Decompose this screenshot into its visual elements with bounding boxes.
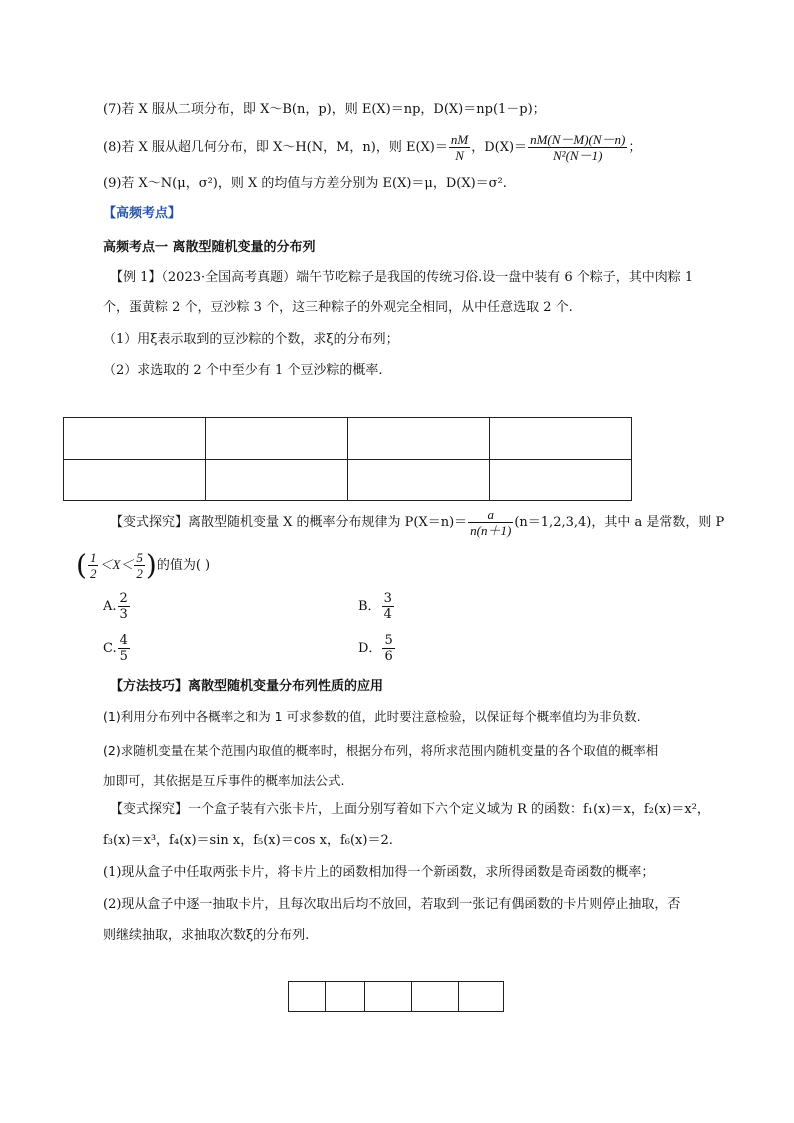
table-cell (365, 982, 412, 1012)
option-fraction (382, 633, 394, 664)
formula-8-fraction-1 (449, 132, 470, 163)
variant-1-line-2 (76, 546, 210, 585)
table-cell (289, 982, 326, 1012)
formula-8-prefix: (8)若 X 服从超几何分布，即 X～H(N，M，n)，则 E(X)＝ (103, 140, 448, 155)
table-cell (206, 459, 348, 501)
method-tip-1: (1)利用分布列中各概率之和为 1 可求参数的值，此时要注意检验，以保证每个概率值均为非负数. (103, 709, 641, 724)
variant-1-text-pre: 【变式探究】离散型随机变量 X 的概率分布规律为 P(X＝n)＝ (110, 515, 468, 530)
formula-8-mid: ，D(X)＝ (471, 140, 528, 155)
fraction-numerator: 3 (383, 591, 392, 606)
fraction-five-halves (134, 550, 145, 581)
option-c (103, 632, 131, 666)
variant-2-line-2: f₃(x)＝x³，f₄(x)＝sin x，f₅(x)＝cos x，f₆(x)＝2. (103, 833, 393, 848)
fraction-half (88, 550, 99, 581)
variant-1-line-1 (110, 506, 724, 540)
formula-8-suffix: ； (628, 140, 642, 155)
example-1-question-2: （2）求选取的 2 个中至少有 1 个豆沙粽的概率. (103, 363, 383, 378)
fraction-denominator: 5 (119, 649, 128, 664)
table-cell (348, 418, 490, 460)
fraction-denominator: n(n＋1) (470, 523, 512, 538)
variant-1-fraction (468, 507, 513, 538)
distribution-table-1 (63, 417, 632, 501)
table-row (289, 982, 504, 1012)
section-heading-high-frequency: 【高频考点】 (103, 206, 182, 221)
fraction-denominator: N²(N－1) (553, 148, 603, 163)
table-cell (348, 459, 490, 501)
variant-2-question-2-line-1: (2)现从盒子中逐一抽取卡片，且每次取出后均不放回，若取到一张记有偶函数的卡片则停止抽取，否 (103, 897, 681, 912)
table-cell (326, 982, 365, 1012)
method-tip-2-line-1: (2)求随机变量在某个范围内取值的概率时，根据分布列，将所求范围内随机变量的各个取值的概率相 (103, 743, 659, 758)
fraction-numerator: 1 (89, 550, 97, 565)
option-label: B． (358, 599, 381, 614)
example-1-question-1: （1）用ξ表示取到的豆沙粽的个数，求ξ的分布列； (103, 332, 399, 347)
option-fraction (118, 591, 130, 622)
fraction-numerator: 2 (119, 591, 128, 606)
fraction-denominator: 3 (119, 607, 128, 622)
formula-7: (7)若 X 服从二项分布，即 X～B(n，p)，则 E(X)＝np，D(X)＝np(1－p)； (103, 102, 546, 117)
variant-1-line-2-post: 的值为( ) (156, 558, 211, 573)
option-label: A. (103, 599, 117, 614)
example-1-line-2: 个，蛋黄粽 2 个，豆沙粽 3 个，这三种粽子的外观完全相同，从中任意选取 2 个. (103, 300, 573, 315)
formula-8-fraction-2 (528, 132, 627, 163)
formula-9: (9)若 X～N(μ，σ²)，则 X 的均值与方差分别为 E(X)＝μ，D(X)＝σ². (103, 176, 507, 191)
table-cell (64, 459, 206, 501)
fraction-denominator: 6 (384, 649, 393, 664)
variant-1-text-post: (n＝1,2,3,4)，其中 a 是常数，则 P (514, 515, 725, 530)
inequality-middle: ＜X＜ (99, 557, 134, 572)
table-cell (459, 982, 504, 1012)
fraction-numerator: nM(N－M)(N－n) (530, 132, 626, 147)
option-b (358, 590, 395, 624)
fraction-denominator: 4 (383, 607, 392, 622)
table-cell (412, 982, 459, 1012)
option-fraction (382, 591, 394, 622)
fraction-numerator: 5 (136, 550, 143, 565)
fraction-numerator: a (468, 507, 513, 523)
variant-2-question-1: (1)现从盒子中任取两张卡片，将卡片上的函数相加得一个新函数，求所得函数是奇函数的概率； (103, 865, 655, 880)
distribution-table-2 (288, 981, 504, 1012)
option-a (103, 590, 131, 624)
table-cell (490, 418, 632, 460)
variant-2-line-1: 【变式探究】一个盒子装有六张卡片，上面分别写着如下六个定义域为 R 的函数：f₁(x)＝x，f₂(x)＝x²， (110, 802, 710, 817)
left-paren-glyph: ( (76, 548, 87, 582)
option-fraction (118, 633, 130, 664)
table-row (64, 459, 632, 501)
fraction-denominator: 2 (89, 566, 97, 581)
option-label: C. (103, 641, 117, 656)
table-row (64, 418, 632, 460)
variant-2-question-2-line-2: 则继续抽取，求抽取次数ξ的分布列. (103, 928, 310, 943)
right-paren-glyph: ) (145, 548, 157, 582)
table-cell (64, 418, 206, 460)
option-label: D． (358, 641, 382, 656)
method-tip-2-line-2: 加即可，其依据是互斥事件的概率加法公式. (103, 773, 345, 788)
method-tips-title: 【方法技巧】离散型随机变量分布列性质的应用 (110, 679, 384, 694)
fraction-numerator: nM (450, 132, 469, 147)
fraction-numerator: 5 (384, 633, 393, 648)
fraction-denominator: 2 (136, 566, 143, 581)
fraction-denominator: N (455, 148, 464, 163)
option-d (358, 632, 396, 666)
example-1-line-1: 【例 1】（2023·全国高考真题）端午节吃粽子是我国的传统习俗.设一盘中装有 6 个粽子，其中肉粽 1 (110, 270, 694, 285)
table-cell (206, 418, 348, 460)
formula-8 (103, 131, 641, 165)
fraction-numerator: 4 (119, 633, 128, 648)
table-cell (490, 459, 632, 501)
point-1-title: 高频考点一 离散型随机变量的分布列 (103, 240, 316, 255)
